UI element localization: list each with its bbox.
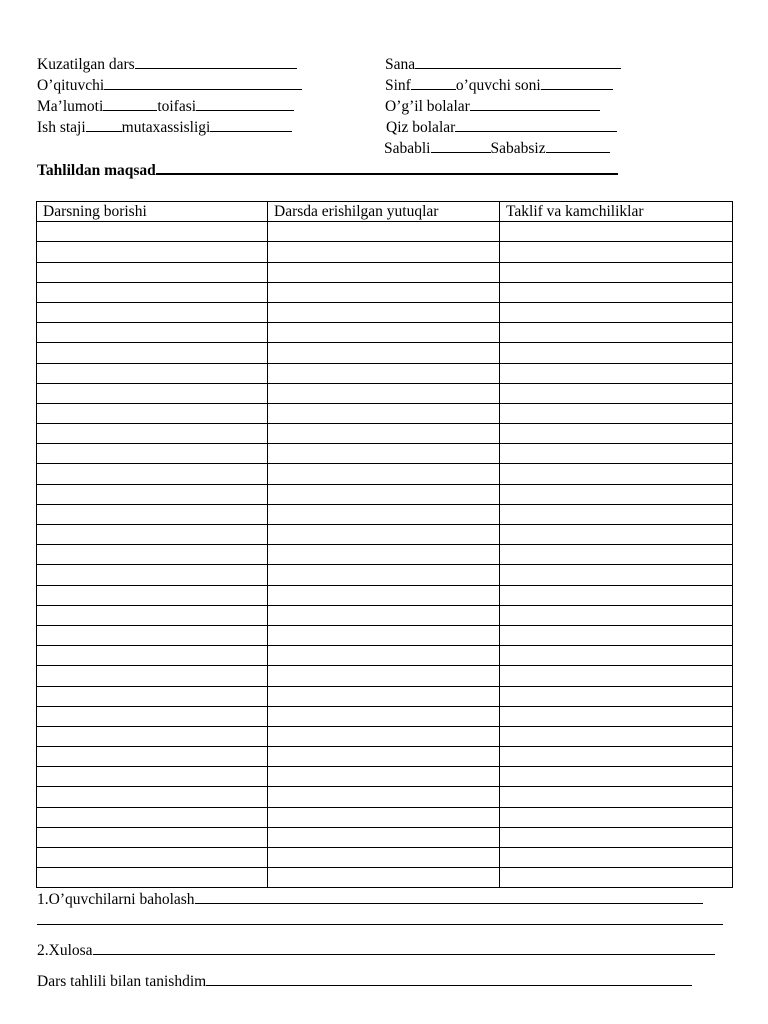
achievements-cell[interactable] — [268, 363, 500, 383]
achievements-cell[interactable] — [268, 565, 500, 585]
lesson-progress-cell[interactable] — [37, 484, 268, 504]
achievements-cell[interactable] — [268, 646, 500, 666]
purpose-blank[interactable] — [156, 159, 618, 175]
achievements-cell[interactable] — [268, 747, 500, 767]
experience-blank[interactable] — [86, 117, 122, 132]
achievements-cell[interactable] — [268, 726, 500, 746]
table-row — [37, 848, 733, 868]
specialty-blank[interactable] — [210, 117, 292, 132]
lesson-progress-cell[interactable] — [37, 323, 268, 343]
grading-label: 1.O’quvchilarni baholash — [37, 891, 195, 908]
girls-field — [386, 117, 617, 138]
achievements-cell[interactable] — [268, 424, 500, 444]
suggestions-cell[interactable] — [500, 706, 733, 726]
table-row — [37, 282, 733, 302]
suggestions-cell[interactable] — [500, 323, 733, 343]
suggestions-cell[interactable] — [500, 343, 733, 363]
suggestions-cell[interactable] — [500, 242, 733, 262]
acknowledge-label: Dars tahlili bilan tanishdim — [37, 973, 207, 990]
achievements-cell[interactable] — [268, 504, 500, 524]
category-blank[interactable] — [196, 96, 294, 111]
teacher-blank[interactable] — [104, 75, 302, 90]
achievements-cell[interactable] — [268, 787, 500, 807]
lesson-progress-cell[interactable] — [37, 222, 268, 242]
category-label: toifasi — [157, 98, 197, 115]
achievements-cell[interactable] — [268, 262, 500, 282]
achievements-cell[interactable] — [268, 605, 500, 625]
achievements-cell[interactable] — [268, 807, 500, 827]
lesson-progress-cell[interactable] — [37, 343, 268, 363]
boys-field — [385, 96, 600, 117]
achievements-cell[interactable] — [268, 525, 500, 545]
table-row — [37, 787, 733, 807]
grading-blank[interactable] — [195, 889, 703, 904]
date-blank[interactable] — [415, 54, 621, 69]
lesson-progress-cell[interactable] — [37, 666, 268, 686]
experience-label: Ish staji — [37, 119, 86, 136]
suggestions-cell[interactable] — [500, 545, 733, 565]
lesson-progress-cell[interactable] — [37, 363, 268, 383]
suggestions-cell[interactable] — [500, 282, 733, 302]
lesson-progress-cell[interactable] — [37, 827, 268, 847]
table-row — [37, 403, 733, 423]
student-count-blank[interactable] — [541, 75, 613, 90]
table-body — [37, 222, 733, 888]
lesson-progress-cell[interactable] — [37, 565, 268, 585]
observed-lesson-field — [37, 54, 297, 75]
achievements-cell[interactable] — [268, 686, 500, 706]
table-row — [37, 807, 733, 827]
achievements-cell[interactable] — [268, 323, 500, 343]
table-row — [37, 686, 733, 706]
suggestions-cell[interactable] — [500, 363, 733, 383]
achievements-cell[interactable] — [268, 767, 500, 787]
suggestions-cell[interactable] — [500, 565, 733, 585]
conclusion-field — [37, 940, 715, 961]
column-header-achievements: Darsda erishilgan yutuqlar — [268, 202, 500, 222]
table-row — [37, 424, 733, 444]
education-blank[interactable] — [103, 96, 157, 111]
column-header-lesson-progress: Darsning borishi — [37, 202, 268, 222]
observed-lesson-blank[interactable] — [135, 54, 297, 69]
achievements-cell[interactable] — [268, 484, 500, 504]
table-row — [37, 302, 733, 322]
suggestions-cell[interactable] — [500, 747, 733, 767]
achievements-cell[interactable] — [268, 242, 500, 262]
achievements-cell[interactable] — [268, 868, 500, 888]
suggestions-cell[interactable] — [500, 464, 733, 484]
suggestions-cell[interactable] — [500, 262, 733, 282]
table-row — [37, 525, 733, 545]
lesson-progress-cell[interactable] — [37, 585, 268, 605]
girls-blank[interactable] — [455, 117, 617, 132]
lesson-progress-cell[interactable] — [37, 403, 268, 423]
table-row — [37, 747, 733, 767]
class-field — [385, 75, 613, 96]
suggestions-cell[interactable] — [500, 666, 733, 686]
lesson-progress-cell[interactable] — [37, 706, 268, 726]
lesson-progress-cell[interactable] — [37, 242, 268, 262]
grading-field — [37, 889, 703, 910]
table-row — [37, 262, 733, 282]
acknowledge-blank[interactable] — [206, 971, 692, 986]
teacher-field — [37, 75, 302, 96]
lesson-progress-cell[interactable] — [37, 747, 268, 767]
achievements-cell[interactable] — [268, 827, 500, 847]
table-row — [37, 242, 733, 262]
table-row — [37, 464, 733, 484]
lesson-progress-cell[interactable] — [37, 525, 268, 545]
lesson-progress-cell[interactable] — [37, 504, 268, 524]
table-row — [37, 383, 733, 403]
table-row — [37, 545, 733, 565]
table-row — [37, 484, 733, 504]
table-row — [37, 222, 733, 242]
lesson-progress-cell[interactable] — [37, 807, 268, 827]
achievements-cell[interactable] — [268, 403, 500, 423]
suggestions-cell[interactable] — [500, 646, 733, 666]
acknowledge-field — [37, 971, 692, 992]
achievements-cell[interactable] — [268, 222, 500, 242]
lesson-progress-cell[interactable] — [37, 282, 268, 302]
suggestions-cell[interactable] — [500, 403, 733, 423]
observed-lesson-label: Kuzatilgan dars — [37, 56, 135, 73]
table-row — [37, 605, 733, 625]
table-row — [37, 625, 733, 645]
table-header-row — [37, 202, 733, 222]
boys-blank[interactable] — [470, 96, 600, 111]
table-row — [37, 868, 733, 888]
table-row — [37, 585, 733, 605]
suggestions-cell[interactable] — [500, 484, 733, 504]
lesson-progress-cell[interactable] — [37, 545, 268, 565]
column-header-suggestions: Taklif va kamchiliklar — [500, 202, 733, 222]
lesson-analysis-table — [36, 201, 733, 888]
lesson-progress-cell[interactable] — [37, 848, 268, 868]
unexcused-blank[interactable] — [546, 138, 610, 153]
suggestions-cell[interactable] — [500, 767, 733, 787]
suggestions-cell[interactable] — [500, 424, 733, 444]
class-blank[interactable] — [411, 75, 456, 90]
suggestions-cell[interactable] — [500, 302, 733, 322]
lesson-progress-cell[interactable] — [37, 383, 268, 403]
lesson-progress-cell[interactable] — [37, 646, 268, 666]
boys-label: O’g’il bolalar — [385, 98, 470, 115]
table-row — [37, 444, 733, 464]
table-row — [37, 646, 733, 666]
suggestions-cell[interactable] — [500, 827, 733, 847]
conclusion-blank[interactable] — [93, 940, 715, 955]
lesson-progress-cell[interactable] — [37, 625, 268, 645]
table-row — [37, 343, 733, 363]
lesson-progress-cell[interactable] — [37, 302, 268, 322]
excused-blank[interactable] — [431, 138, 491, 153]
table-row — [37, 504, 733, 524]
achievements-cell[interactable] — [268, 282, 500, 302]
suggestions-cell[interactable] — [500, 625, 733, 645]
suggestions-cell[interactable] — [500, 525, 733, 545]
class-label: Sinf — [385, 77, 411, 94]
achievements-cell[interactable] — [268, 625, 500, 645]
suggestions-cell[interactable] — [500, 222, 733, 242]
achievements-cell[interactable] — [268, 706, 500, 726]
table-row — [37, 323, 733, 343]
achievements-cell[interactable] — [268, 343, 500, 363]
date-field — [385, 54, 621, 75]
achievements-cell[interactable] — [268, 545, 500, 565]
lesson-progress-cell[interactable] — [37, 262, 268, 282]
suggestions-cell[interactable] — [500, 807, 733, 827]
suggestions-cell[interactable] — [500, 585, 733, 605]
table-row — [37, 706, 733, 726]
lesson-progress-cell[interactable] — [37, 686, 268, 706]
suggestions-cell[interactable] — [500, 868, 733, 888]
achievements-cell[interactable] — [268, 302, 500, 322]
unexcused-label: Sababsiz — [490, 140, 546, 157]
lesson-progress-cell[interactable] — [37, 605, 268, 625]
achievements-cell[interactable] — [268, 585, 500, 605]
lesson-progress-cell[interactable] — [37, 787, 268, 807]
suggestions-cell[interactable] — [500, 787, 733, 807]
lesson-progress-cell[interactable] — [37, 444, 268, 464]
purpose-field — [37, 159, 618, 181]
table-row — [37, 827, 733, 847]
achievements-cell[interactable] — [268, 666, 500, 686]
achievements-cell[interactable] — [268, 383, 500, 403]
achievements-cell[interactable] — [268, 444, 500, 464]
table-row — [37, 767, 733, 787]
lesson-progress-cell[interactable] — [37, 767, 268, 787]
absence-field — [384, 138, 610, 159]
table-row — [37, 726, 733, 746]
table-row — [37, 565, 733, 585]
education-label: Ma’lumoti — [37, 98, 104, 115]
suggestions-cell[interactable] — [500, 605, 733, 625]
excused-label: Sababli — [384, 140, 431, 157]
girls-label: Qiz bolalar — [386, 119, 456, 136]
achievements-cell[interactable] — [268, 464, 500, 484]
conclusion-label: 2.Xulosa — [37, 942, 93, 959]
suggestions-cell[interactable] — [500, 444, 733, 464]
teacher-label: O’qituvchi — [37, 77, 105, 94]
suggestions-cell[interactable] — [500, 383, 733, 403]
suggestions-cell[interactable] — [500, 504, 733, 524]
purpose-label: Tahlildan maqsad — [37, 162, 156, 179]
suggestions-cell[interactable] — [500, 686, 733, 706]
suggestions-cell[interactable] — [500, 726, 733, 746]
achievements-cell[interactable] — [268, 848, 500, 868]
lesson-progress-cell[interactable] — [37, 464, 268, 484]
grading-blank-line-2[interactable] — [37, 924, 723, 925]
date-label: Sana — [385, 56, 416, 73]
experience-field — [37, 117, 292, 138]
education-field — [37, 96, 294, 117]
table-row — [37, 666, 733, 686]
lesson-progress-cell[interactable] — [37, 868, 268, 888]
suggestions-cell[interactable] — [500, 848, 733, 868]
table-row — [37, 363, 733, 383]
student-count-label: o’quvchi soni — [455, 77, 541, 94]
lesson-progress-cell[interactable] — [37, 424, 268, 444]
specialty-label: mutaxassisligi — [121, 119, 211, 136]
lesson-progress-cell[interactable] — [37, 726, 268, 746]
